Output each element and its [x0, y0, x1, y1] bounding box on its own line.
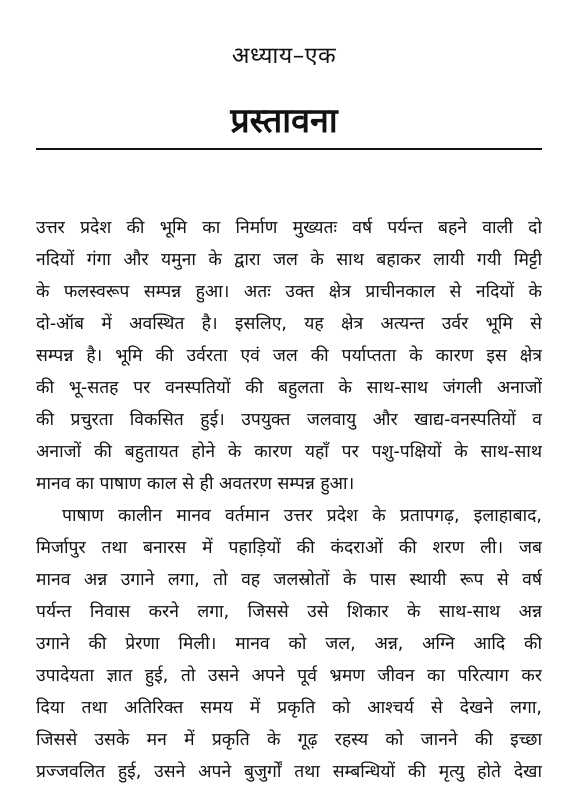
text-line: अनाजों की बहुतायत होने के कारण यहाँ पर पशु-पक्षियों के साथ-साथ [36, 442, 542, 462]
text-line: उत्तर प्रदेश की भूमि का निर्माण मुख्यतः वर्ष पर्यन्त बहने वाली दो [36, 218, 542, 238]
text-line: मानव अन्न उगाने लगा, तो वह जलस्रोतों के पास स्थायी रूप से वर्ष [36, 570, 542, 590]
paragraph-2 [36, 500, 542, 788]
paragraph-1 [36, 212, 542, 500]
text-line: के फलस्वरूप सम्पन्न हुआ। अतः उक्त क्षेत्र प्राचीनकाल से नदियों के [36, 282, 542, 302]
text-line: दिया तथा अतिरिक्त समय में प्रकृति को आश्चर्य से देखने लगा, [36, 698, 542, 718]
text-line: मिर्जापुर तथा बनारस में पहाड़ियों की कंदराओं की शरण ली। जब [36, 538, 542, 558]
text-line: मानव का पाषाण काल से ही अवतरण सम्पन्न हुआ। [36, 474, 355, 494]
text-line: उगाने की प्रेरणा मिली। मानव को जल, अन्न, अग्नि आदि की [36, 634, 542, 654]
text-line: पर्यन्त निवास करने लगा, जिससे उसे शिकार के साथ-साथ अन्न [36, 602, 542, 622]
title-divider [36, 148, 542, 150]
body-text [36, 212, 542, 788]
text-line: की प्रचुरता विकसित हुई। उपयुक्त जलवायु और खाद्य-वनस्पतियों व [36, 410, 542, 430]
text-line: दो-ऑब में अवस्थित है। इसलिए, यह क्षेत्र अत्यन्त उर्वर भूमि से [36, 314, 542, 334]
text-line: की भू-सतह पर वनस्पतियों की बहुलता के साथ-साथ जंगली अनाजों [36, 378, 542, 398]
text-line: पाषाण कालीन मानव वर्तमान उत्तर प्रदेश के प्रतापगढ़, इलाहाबाद, [62, 506, 542, 526]
chapter-label: अध्याय–एक [231, 43, 337, 69]
text-line: प्रज्जवलित हुई, उसने अपने बुजुर्गों तथा सम्बन्धियों की मृत्यु होते देखा [36, 762, 542, 782]
chapter-title: प्रस्तावना [230, 101, 338, 141]
text-line: जिससे उसके मन में प्रकृति के गूढ़ रहस्य को जानने की इच्छा [36, 730, 542, 750]
text-line: उपादेयता ज्ञात हुई, तो उसने अपने पूर्व भ्रमण जीवन का परित्याग कर [36, 666, 542, 686]
text-line: सम्पन्न है। भूमि की उर्वरता एवं जल की पर्याप्तता के कारण इस क्षेत्र [36, 346, 542, 366]
text-line: नदियों गंगा और यमुना के द्वारा जल के साथ बहाकर लायी गयी मिट्टी [36, 250, 542, 270]
